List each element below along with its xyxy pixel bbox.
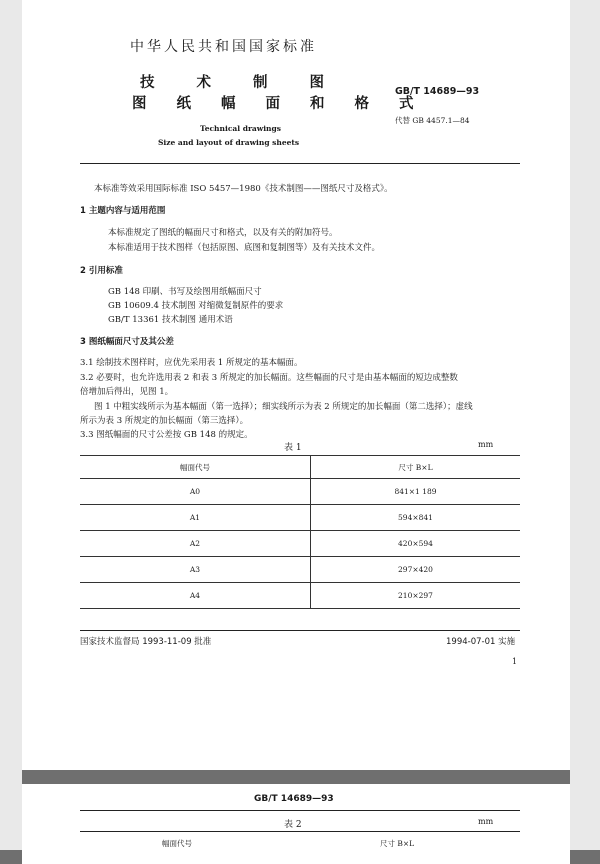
approval-date: 国家技术监督局 1993-11-09 批准 bbox=[80, 637, 212, 647]
cell-size: 210×297 bbox=[311, 583, 521, 609]
cell-size: 594×841 bbox=[311, 505, 521, 531]
page2-standard-code: GB/T 14689—93 bbox=[254, 794, 334, 804]
header-divider bbox=[80, 163, 520, 164]
standard-code: GB/T 14689—93 bbox=[395, 86, 480, 97]
section-1-title: 1 主题内容与适用范围 bbox=[80, 206, 166, 216]
table-2-col-size: 尺寸 B×L bbox=[380, 839, 415, 848]
table-row bbox=[80, 479, 520, 505]
document-page-2 bbox=[22, 784, 570, 864]
column-header-code: 幅面代号 bbox=[80, 456, 311, 479]
clause-3-2-line2: 倍增加后得出，见图 1。 bbox=[80, 387, 174, 397]
table-row bbox=[80, 583, 520, 609]
table-row bbox=[80, 505, 520, 531]
title-en-line2: Size and layout of drawing sheets bbox=[158, 138, 300, 147]
table-row bbox=[80, 531, 520, 557]
cell-size: 841×1 189 bbox=[311, 479, 521, 505]
title-cn-line1: 技术制图 bbox=[140, 74, 366, 91]
table-1 bbox=[80, 455, 520, 609]
table-2-unit: mm bbox=[478, 817, 494, 826]
national-standard-heading: 中华人民共和国国家标准 bbox=[130, 39, 317, 55]
table-2-col-code: 幅面代号 bbox=[162, 839, 192, 848]
page2-header-divider bbox=[80, 810, 520, 811]
document-page-1 bbox=[22, 0, 570, 770]
table-1-unit: mm bbox=[478, 440, 494, 449]
column-header-size: 尺寸 B×L bbox=[311, 456, 521, 479]
clause-3-2-line3: 图 1 中粗实线所示为基本幅面（第一选择）；细实线所示为表 2 所规定的加长幅面（第二选择）；虚线 bbox=[94, 402, 473, 412]
cell-code: A1 bbox=[80, 505, 311, 531]
table-1-caption: 表 1 bbox=[284, 443, 302, 453]
cell-code: A2 bbox=[80, 531, 311, 557]
reference-item: GB/T 13361 技术制图 通用术语 bbox=[108, 315, 233, 325]
cell-code: A4 bbox=[80, 583, 311, 609]
table-2-top-border bbox=[80, 831, 520, 832]
reference-item: GB 10609.4 技术制图 对缩微复制原件的要求 bbox=[108, 301, 284, 311]
viewer-left-margin bbox=[0, 0, 22, 850]
clause-3-1: 3.1 绘制技术图样时，应优先采用表 1 所规定的基本幅面。 bbox=[80, 358, 303, 368]
section-1-para-2: 本标准适用于技术图样（包括原图、底图和复制图等）及有关技术文件。 bbox=[108, 243, 381, 253]
section-2-title: 2 引用标准 bbox=[80, 266, 123, 276]
clause-3-2-line1: 3.2 必要时，也允许选用表 2 和表 3 所规定的加长幅面。这些幅面的尺寸是由基本幅面的短边成整数 bbox=[80, 373, 458, 383]
table-header-row bbox=[80, 456, 520, 479]
table-row bbox=[80, 557, 520, 583]
viewer-right-margin bbox=[570, 0, 600, 850]
replaces-note: 代替 GB 4457.1—84 bbox=[395, 116, 470, 125]
table-2-caption: 表 2 bbox=[284, 820, 302, 830]
page-number: 1 bbox=[512, 657, 518, 666]
title-cn-line2: 图纸幅面和格式 bbox=[132, 95, 444, 112]
footer-divider bbox=[80, 630, 520, 631]
clause-3-3: 3.3 图纸幅面的尺寸公差按 GB 148 的规定。 bbox=[80, 430, 253, 440]
intro-paragraph: 本标准等效采用国际标准 ISO 5457—1980《技术制图——图纸尺寸及格式》。 bbox=[94, 184, 393, 194]
cell-code: A3 bbox=[80, 557, 311, 583]
section-3-title: 3 图纸幅面尺寸及其公差 bbox=[80, 337, 174, 347]
cell-size: 297×420 bbox=[311, 557, 521, 583]
cell-size: 420×594 bbox=[311, 531, 521, 557]
cell-code: A0 bbox=[80, 479, 311, 505]
title-en-line1: Technical drawings bbox=[200, 124, 281, 133]
clause-3-2-line4: 所示为表 3 所规定的加长幅面（第三选择）。 bbox=[80, 416, 249, 426]
reference-item: GB 148 印刷、书写及绘图用纸幅面尺寸 bbox=[108, 287, 262, 297]
effective-date: 1994-07-01 实施 bbox=[446, 637, 516, 647]
section-1-para-1: 本标准规定了图纸的幅面尺寸和格式，以及有关的附加符号。 bbox=[108, 228, 338, 238]
